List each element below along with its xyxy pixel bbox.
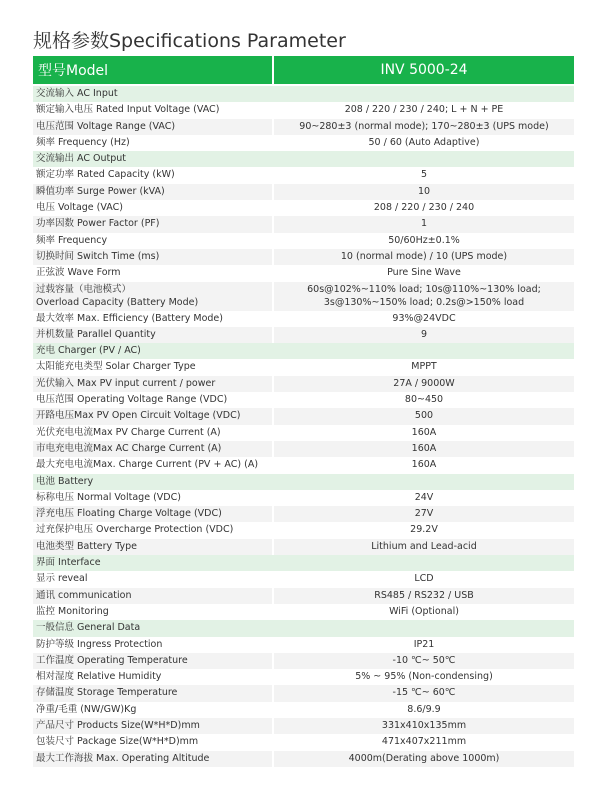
spec-label: 最大工作海拔 Max. Operating Altitude [33,751,272,767]
spec-label: 工作温度 Operating Temperature [33,653,272,669]
spec-label: 通讯 communication [33,588,272,604]
spec-label: 频率 Frequency (Hz) [33,135,272,151]
table-row [33,376,574,392]
spec-label: 标称电压 Normal Voltage (VDC) [33,490,272,506]
section-header: 充电 Charger (PV / AC) [33,343,574,359]
table-row [33,392,574,408]
table-row [33,441,574,457]
spec-label: 防护等级 Ingress Protection [33,637,272,653]
table-row [33,119,574,135]
spec-value: 80~450 [274,392,574,408]
spec-label: 额定功率 Rated Capacity (kW) [33,167,272,183]
table-row [33,653,574,669]
table-row [33,685,574,701]
table-row [33,718,574,734]
model-value: INV 5000-24 [274,56,574,84]
table-row [33,311,574,327]
spec-value: 60s@102%~110% load; 10s@110%~130% load; 3s@130%~150% load; 0.2s@>150% load [274,282,574,311]
spec-value: 27A / 9000W [274,376,574,392]
spec-label: 切换时间 Switch Time (ms) [33,249,272,265]
page-title: 规格参数Specifications Parameter [33,30,346,52]
spec-value: 160A [274,441,574,457]
spec-value: 90~280±3 (normal mode); 170~280±3 (UPS mode) [274,119,574,135]
table-row [33,249,574,265]
spec-value: 9 [274,327,574,343]
spec-label: 光伏输入 Max PV input current / power [33,376,272,392]
spec-value: 160A [274,457,574,473]
spec-label: 相对湿度 Relative Humidity [33,669,272,685]
table-row [33,490,574,506]
spec-label: 产品尺寸 Products Size(W*H*D)mm [33,718,272,734]
table-row [33,571,574,587]
table-header-row [33,56,574,84]
spec-label: 功率因数 Power Factor (PF) [33,216,272,232]
spec-label: 显示 reveal [33,571,272,587]
spec-value: -10 ℃~ 50℃ [274,653,574,669]
table-row [33,425,574,441]
table-row [33,702,574,718]
spec-value: LCD [274,571,574,587]
table-row [33,539,574,555]
spec-value: 50/60Hz±0.1% [274,233,574,249]
section-header: 电池 Battery [33,474,574,490]
spec-value: 24V [274,490,574,506]
spec-value: IP21 [274,637,574,653]
table-row [33,102,574,118]
spec-label: 最大充电电流Max. Charge Current (PV + AC) (A) [33,457,272,473]
section-header: 交流输出 AC Output [33,151,574,167]
spec-value: 160A [274,425,574,441]
table-row [33,282,574,311]
spec-label: 净重/毛重 (NW/GW)Kg [33,702,272,718]
spec-label: 电压 Voltage (VAC) [33,200,272,216]
table-row [33,265,574,281]
spec-label: 监控 Monitoring [33,604,272,620]
spec-label: 过充保护电压 Overcharge Protection (VDC) [33,522,272,538]
spec-label: 开路电压Max PV Open Circuit Voltage (VDC) [33,408,272,424]
section-header: 交流输入 AC Input [33,86,574,102]
table-row [33,522,574,538]
spec-value: 500 [274,408,574,424]
table-row [33,604,574,620]
spec-value: 10 (normal mode) / 10 (UPS mode) [274,249,574,265]
section-header: 界面 Interface [33,555,574,571]
table-row [33,167,574,183]
model-label: 型号Model [33,56,272,84]
spec-label: 电压范围 Voltage Range (VAC) [33,119,272,135]
table-row [33,184,574,200]
table-row [33,669,574,685]
table-row [33,200,574,216]
spec-label: 额定输入电压 Rated Input Voltage (VAC) [33,102,272,118]
table-row [33,637,574,653]
specifications-table [33,56,574,767]
table-row [33,233,574,249]
table-row [33,327,574,343]
spec-label: 太阳能充电类型 Solar Charger Type [33,359,272,375]
table-row [33,751,574,767]
spec-label: 存储温度 Storage Temperature [33,685,272,701]
table-row [33,457,574,473]
spec-value: 1 [274,216,574,232]
spec-value: 27V [274,506,574,522]
section-header: 一般信息 General Data [33,620,574,636]
spec-label: 浮充电压 Floating Charge Voltage (VDC) [33,506,272,522]
table-row [33,135,574,151]
spec-value: 29.2V [274,522,574,538]
table-row [33,359,574,375]
table-row [33,408,574,424]
spec-value: 208 / 220 / 230 / 240 [274,200,574,216]
spec-value: 5% ~ 95% (Non-condensing) [274,669,574,685]
spec-value: RS485 / RS232 / USB [274,588,574,604]
spec-value: Pure Sine Wave [274,265,574,281]
spec-label: 电压范围 Operating Voltage Range (VDC) [33,392,272,408]
spec-label: 电池类型 Battery Type [33,539,272,555]
spec-value: 208 / 220 / 230 / 240; L + N + PE [274,102,574,118]
spec-label: 市电充电电流Max AC Charge Current (A) [33,441,272,457]
spec-label: 并机数量 Parallel Quantity [33,327,272,343]
spec-label: 过载容量（电池模式） Overload Capacity (Battery Mode) [33,282,272,311]
spec-value: Lithium and Lead-acid [274,539,574,555]
table-row [33,734,574,750]
spec-label: 光伏充电电流Max PV Charge Current (A) [33,425,272,441]
spec-value: 4000m(Derating above 1000m) [274,751,574,767]
spec-label: 频率 Frequency [33,233,272,249]
spec-label: 最大效率 Max. Efficiency (Battery Mode) [33,311,272,327]
spec-label: 包装尺寸 Package Size(W*H*D)mm [33,734,272,750]
spec-value: 93%@24VDC [274,311,574,327]
spec-value: 8.6/9.9 [274,702,574,718]
table-row [33,216,574,232]
table-body [33,86,574,767]
spec-label: 正弦波 Wave Form [33,265,272,281]
table-row [33,588,574,604]
spec-value: 10 [274,184,574,200]
spec-value: -15 ℃~ 60℃ [274,685,574,701]
spec-value: 50 / 60 (Auto Adaptive) [274,135,574,151]
spec-value: 331x410x135mm [274,718,574,734]
spec-value: 471x407x211mm [274,734,574,750]
spec-value: WiFi (Optional) [274,604,574,620]
table-row [33,506,574,522]
spec-value: MPPT [274,359,574,375]
spec-label: 瞬值功率 Surge Power (kVA) [33,184,272,200]
spec-value: 5 [274,167,574,183]
